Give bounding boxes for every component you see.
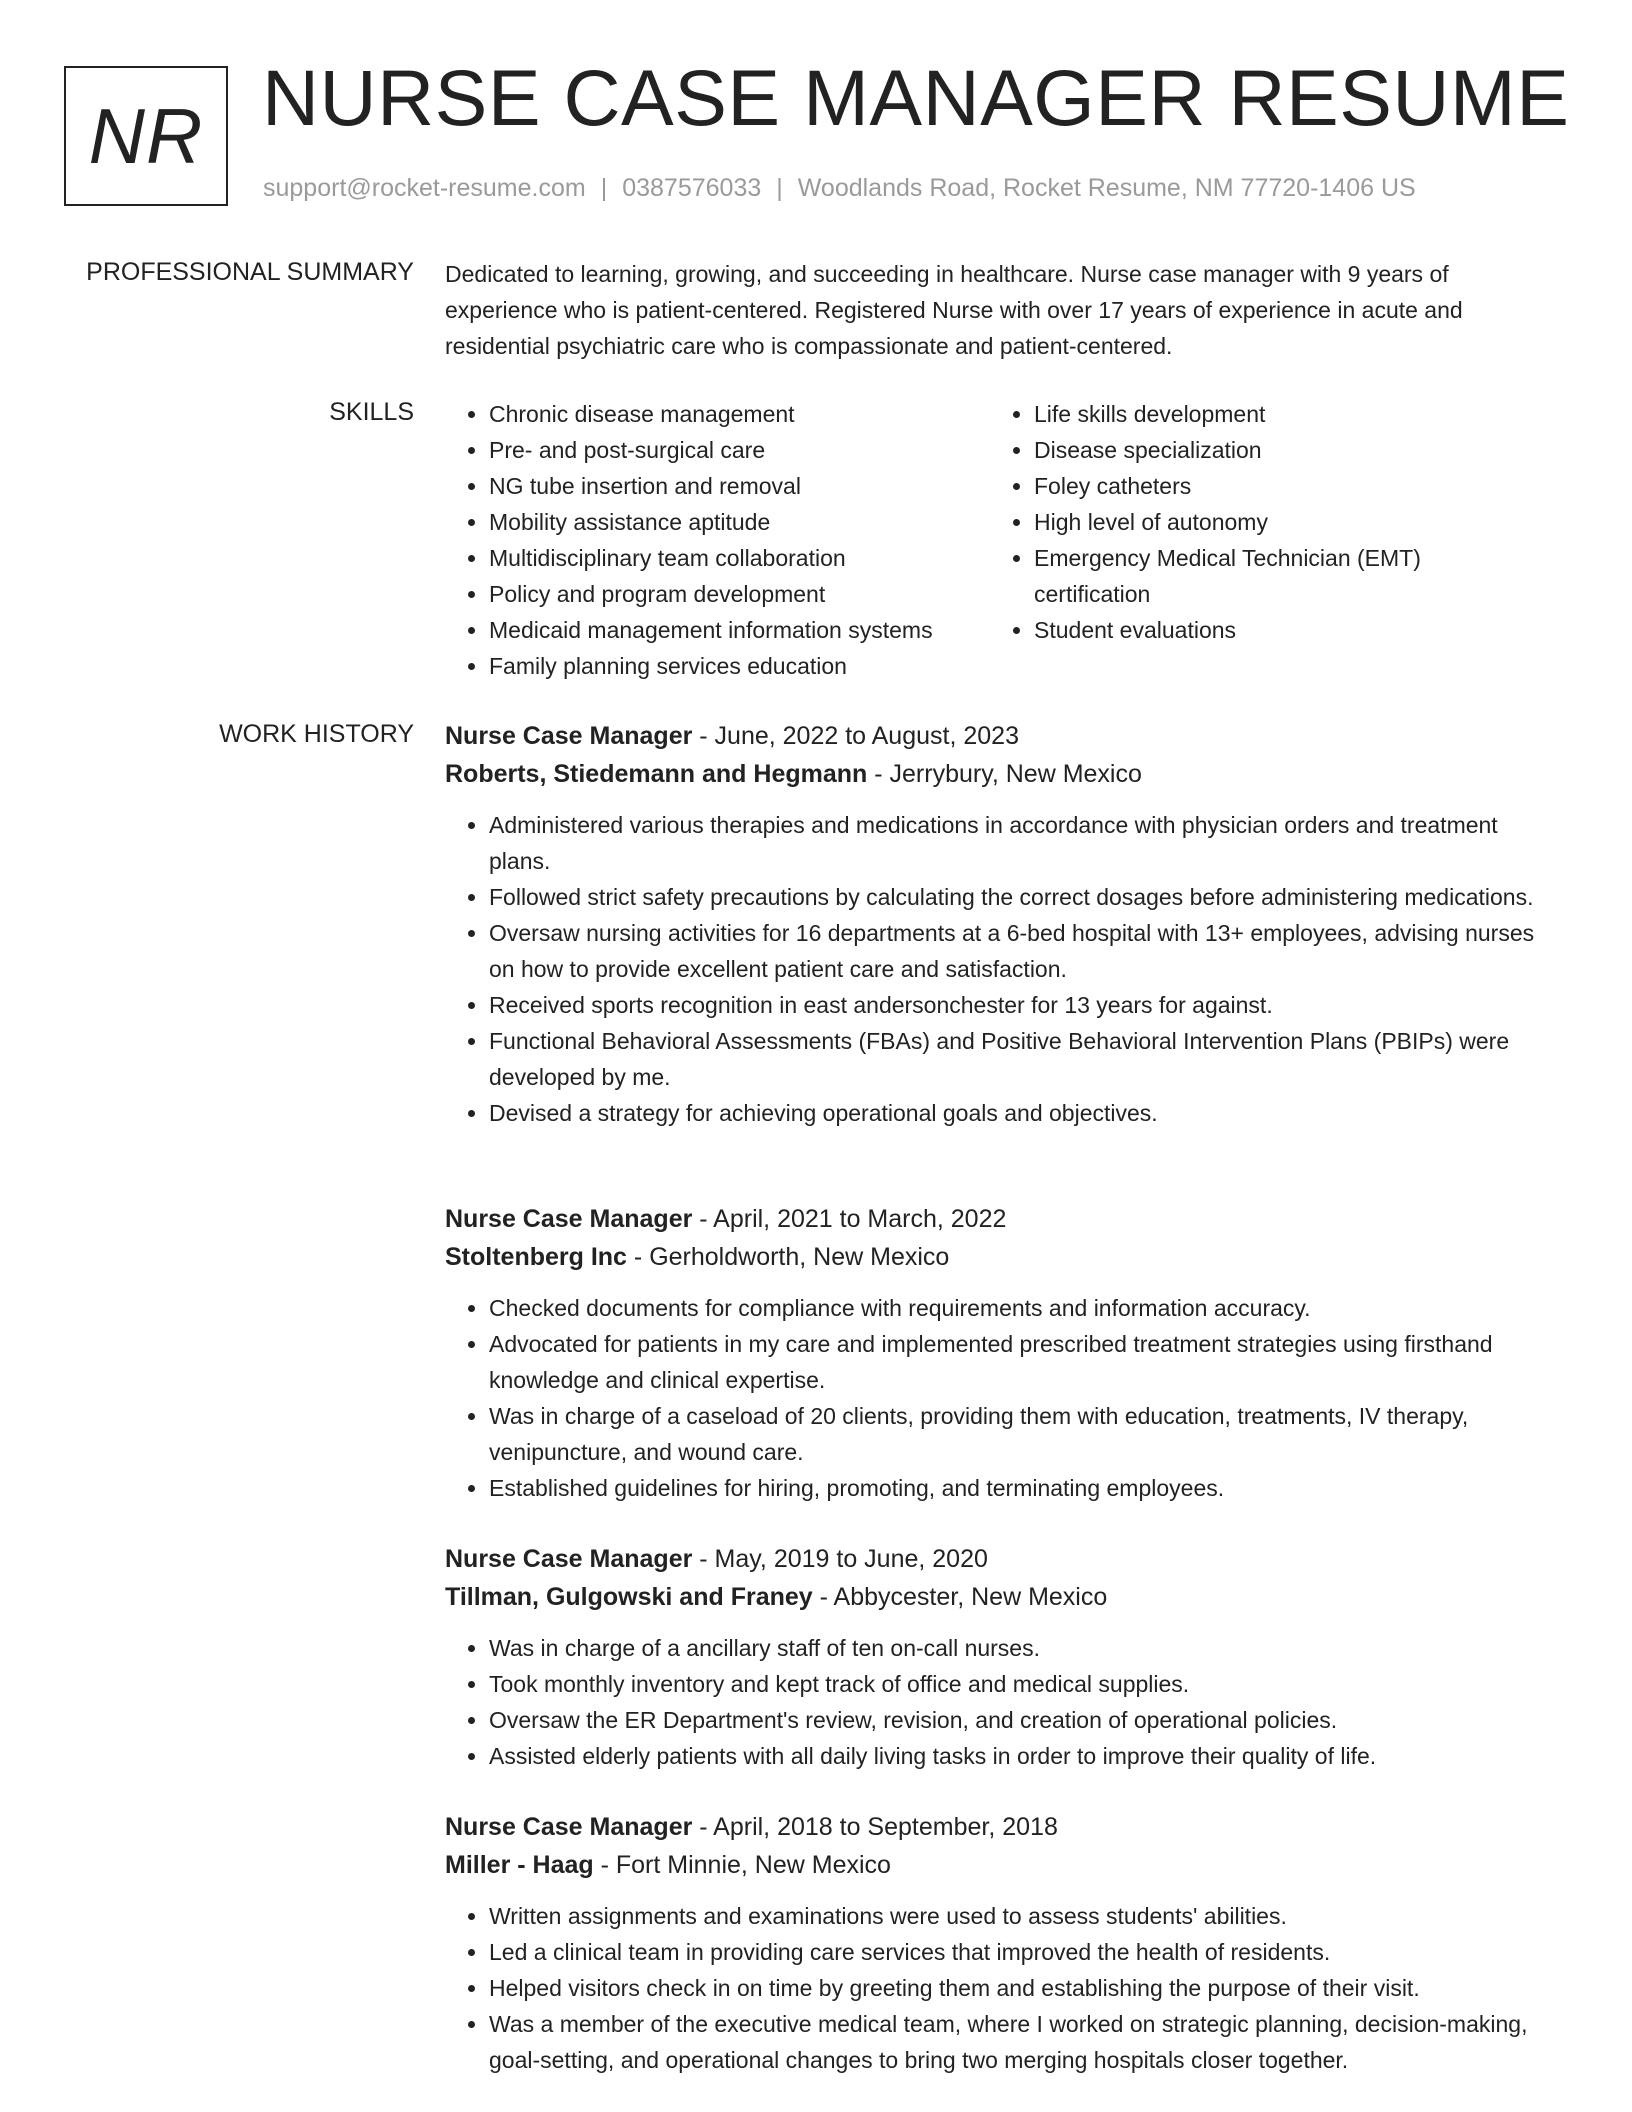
job-company-line <box>445 1578 1555 1616</box>
skill-item: • Disease specialization <box>1034 432 1530 468</box>
job-bullet: • Was in charge of a caseload of 20 clients, providing them with education, treatments, IV therapy, venipuncture, and wound care. <box>489 1398 1555 1470</box>
job-bullets <box>445 1290 1555 1506</box>
job-bullet: • Oversaw nursing activities for 16 departments at a 6-bed hospital with 13+ employees, advising nurses on how to provide excellent patient care and satisfaction. <box>489 915 1555 987</box>
summary-body <box>445 256 1545 364</box>
work-history-heading: WORK HISTORY <box>219 720 414 748</box>
job-company: Tillman, Gulgowski and Franey <box>445 1583 813 1611</box>
job-dates: - May, 2019 to June, 2020 <box>699 1545 988 1573</box>
skill-item: • Mobility assistance aptitude <box>489 504 985 540</box>
job-title: Nurse Case Manager <box>445 1545 693 1573</box>
skill-item: • Life skills development <box>1034 396 1530 432</box>
job-title-line <box>445 1540 1555 1578</box>
job-bullet: • Took monthly inventory and kept track of office and medical supplies. <box>489 1666 1555 1702</box>
skill-item: • Student evaluations <box>1034 612 1530 648</box>
skill-item: • Family planning services education <box>489 648 985 684</box>
skill-item: • Emergency Medical Technician (EMT) certification <box>1034 540 1530 612</box>
job-bullet: • Helped visitors check in on time by greeting them and establishing the purpose of their visit. <box>489 1970 1555 2006</box>
job-bullet: • Administered various therapies and medications in accordance with physician orders and treatment plans. <box>489 807 1555 879</box>
job-title: Nurse Case Manager <box>445 1813 693 1841</box>
job-bullets <box>445 1630 1555 1774</box>
skills-heading: SKILLS <box>329 398 414 426</box>
job-bullet: • Received sports recognition in east andersonchester for 13 years for against. <box>489 987 1555 1023</box>
job-title-line <box>445 717 1555 755</box>
summary-text: Dedicated to learning, growing, and succeeding in healthcare. Nurse case manager with 9 years of experience who is patient-centered. Registered Nurse with over 17 years of experience in acute and residential psychiatric care who is compassionate and patient-centered. <box>445 261 1463 359</box>
resume-title: NURSE CASE MANAGER RESUME <box>262 53 1570 142</box>
job-bullet: • Checked documents for compliance with requirements and information accuracy. <box>489 1290 1555 1326</box>
job-dates: - April, 2018 to September, 2018 <box>699 1813 1058 1841</box>
job-bullet: • Followed strict safety precautions by calculating the correct dosages before administering medications. <box>489 879 1555 915</box>
contact-line <box>263 174 1416 203</box>
job-bullet: • Devised a strategy for achieving operational goals and objectives. <box>489 1095 1555 1131</box>
job-bullets <box>445 1898 1555 2078</box>
skills-column-right <box>990 396 1530 648</box>
job-company-line <box>445 1846 1555 1884</box>
job-bullets <box>445 807 1555 1131</box>
skills-column-left <box>445 396 985 684</box>
job-company-line <box>445 1238 1555 1276</box>
job-entry <box>445 717 1555 1131</box>
job-title-line <box>445 1808 1555 1846</box>
job-entry <box>445 1200 1555 1506</box>
job-location: - Abbycester, New Mexico <box>819 1583 1108 1611</box>
contact-email[interactable]: support@rocket-resume.com <box>263 174 586 202</box>
job-bullet: • Functional Behavioral Assessments (FBAs) and Positive Behavioral Intervention Plans (PBIPs) were developed by me. <box>489 1023 1555 1095</box>
skill-item: • Medicaid management information systems <box>489 612 985 648</box>
skill-item: • Multidisciplinary team collaboration <box>489 540 985 576</box>
job-company: Miller - Haag <box>445 1851 594 1879</box>
job-company-line <box>445 755 1555 793</box>
job-bullet: • Written assignments and examinations were used to assess students' abilities. <box>489 1898 1555 1934</box>
job-title: Nurse Case Manager <box>445 1205 693 1233</box>
job-location: - Fort Minnie, New Mexico <box>600 1851 891 1879</box>
contact-separator: | <box>776 174 783 202</box>
job-bullet: • Was a member of the executive medical team, where I worked on strategic planning, decision-making, goal-setting, and operational changes to bring two merging hospitals closer together. <box>489 2006 1555 2078</box>
job-title: Nurse Case Manager <box>445 722 693 750</box>
skill-item: • High level of autonomy <box>1034 504 1530 540</box>
job-bullet: • Assisted elderly patients with all daily living tasks in order to improve their quality of life. <box>489 1738 1555 1774</box>
job-bullet: • Oversaw the ER Department's review, revision, and creation of operational policies. <box>489 1702 1555 1738</box>
summary-heading: PROFESSIONAL SUMMARY <box>86 258 414 286</box>
job-bullet: • Was in charge of a ancillary staff of ten on-call nurses. <box>489 1630 1555 1666</box>
job-dates: - June, 2022 to August, 2023 <box>699 722 1019 750</box>
job-dates: - April, 2021 to March, 2022 <box>699 1205 1007 1233</box>
job-bullet: • Led a clinical team in providing care services that improved the health of residents. <box>489 1934 1555 1970</box>
skill-item: • Foley catheters <box>1034 468 1530 504</box>
job-bullet: • Advocated for patients in my care and implemented prescribed treatment strategies using firsthand knowledge and clinical expertise. <box>489 1326 1555 1398</box>
contact-separator: | <box>600 174 608 202</box>
monogram-text: NR <box>88 91 204 180</box>
skill-item: • Policy and program development <box>489 576 985 612</box>
skill-item: • Chronic disease management <box>489 396 985 432</box>
job-entry <box>445 1808 1555 2078</box>
job-bullet: • Established guidelines for hiring, promoting, and terminating employees. <box>489 1470 1555 1506</box>
job-company: Stoltenberg Inc <box>445 1243 627 1271</box>
skill-item: • Pre- and post-surgical care <box>489 432 985 468</box>
monogram-badge <box>64 66 228 206</box>
job-location: - Jerrybury, New Mexico <box>874 760 1142 788</box>
job-location: - Gerholdworth, New Mexico <box>633 1243 950 1271</box>
contact-address: Woodlands Road, Rocket Resume, NM 77720-1406 US <box>797 174 1416 202</box>
contact-phone[interactable]: 0387576033 <box>622 174 762 202</box>
job-title-line <box>445 1200 1555 1238</box>
job-company: Roberts, Stiedemann and Hegmann <box>445 760 868 788</box>
job-entry <box>445 1540 1555 1774</box>
skill-item: • NG tube insertion and removal <box>489 468 985 504</box>
